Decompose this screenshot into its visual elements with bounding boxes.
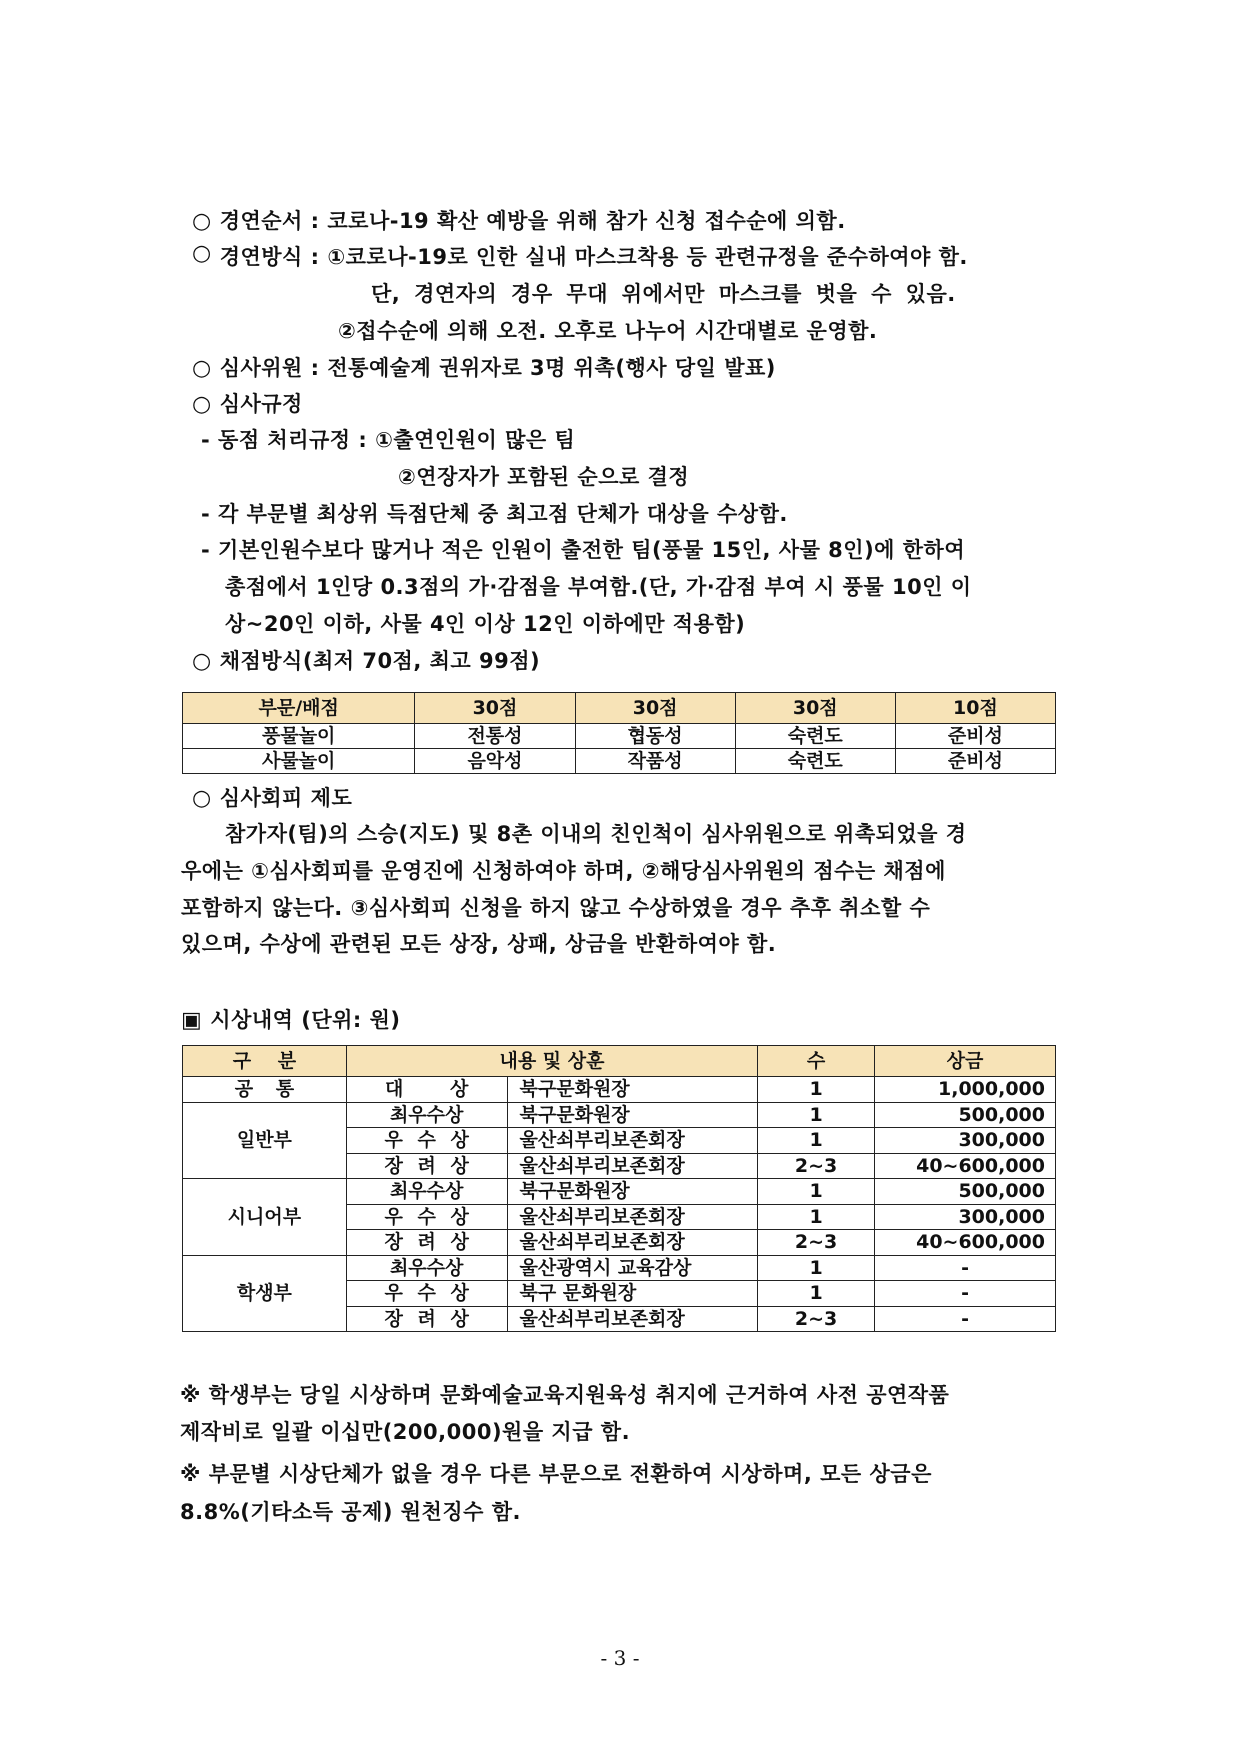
award-by-cell: 울산쇠부리보존회장 bbox=[507, 1128, 758, 1154]
scoring-header-cell: 30점 bbox=[735, 693, 895, 724]
note-2-text-1: ※ 부문별 시상단체가 없을 경우 다른 부문으로 전환하여 시상하며, 모든 상금은 bbox=[180, 1462, 932, 1486]
recusal-text-4: 있으며, 수상에 관련된 모든 상장, 상패, 상금을 반환하여야 함. bbox=[181, 932, 777, 956]
note-2-text-2: 8.8%(기타소득 공제) 원천징수 함. bbox=[180, 1500, 521, 1524]
scoring-cell: 사물놀이 bbox=[183, 749, 415, 774]
award-prize-cell: 300,000 bbox=[875, 1204, 1056, 1230]
rules-grand-line bbox=[201, 498, 788, 528]
award-prize-cell: - bbox=[875, 1281, 1056, 1307]
square-bullet-icon: ▣ bbox=[181, 1008, 203, 1033]
rules-base-text-2: 총점에서 1인당 0.3점의 가·감점을 부여함.(단, 가·감점 부여 시 풍물 10인 이 bbox=[225, 575, 972, 599]
scoring-header-cell: 30점 bbox=[415, 693, 575, 724]
rules-base-line-3 bbox=[225, 608, 745, 638]
award-prize-cell: 300,000 bbox=[875, 1128, 1056, 1154]
awards-title-line bbox=[181, 1004, 401, 1034]
award-count-cell: 1 bbox=[758, 1102, 875, 1128]
table-row bbox=[183, 724, 1056, 749]
group-cell: 학생부 bbox=[183, 1255, 347, 1332]
award-count-cell: 2~3 bbox=[758, 1230, 875, 1256]
award-header-content: 내용 및 상훈 bbox=[346, 1046, 757, 1077]
scoring-title: 채점방식(최저 70점, 최고 99점) bbox=[219, 649, 541, 673]
award-name-cell: 장 려 상 bbox=[346, 1153, 507, 1179]
recusal-title-line bbox=[192, 782, 352, 812]
note-1-text-2: 제작비로 일괄 이십만(200,000)원을 지급 함. bbox=[180, 1420, 631, 1444]
scoring-title-line bbox=[192, 645, 540, 675]
award-count-cell: 1 bbox=[758, 1281, 875, 1307]
rules-tie-line-2 bbox=[398, 461, 689, 491]
scoring-header-cell: 부문/배점 bbox=[183, 693, 415, 724]
judges-line bbox=[192, 352, 776, 382]
bullet-circle-icon: ○ bbox=[192, 209, 212, 234]
award-table bbox=[182, 1045, 1056, 1332]
rules-grand-text: - 각 부문별 최상위 득점단체 중 최고점 단체가 대상을 수상함. bbox=[201, 502, 788, 526]
award-name-cell: 우 수 상 bbox=[346, 1128, 507, 1154]
award-name-cell: 장 려 상 bbox=[346, 1306, 507, 1332]
award-count-cell: 1 bbox=[758, 1204, 875, 1230]
rules-base-text-3: 상~20인 이하, 사물 4인 이상 12인 이하에만 적용함) bbox=[225, 612, 746, 636]
table-row bbox=[183, 1102, 1056, 1128]
bullet-circle-icon: ○ bbox=[192, 786, 212, 811]
scoring-table bbox=[182, 692, 1056, 774]
award-by-cell: 울산쇠부리보존회장 bbox=[507, 1230, 758, 1256]
rules-base-line-1 bbox=[201, 534, 965, 564]
scoring-header-cell: 30점 bbox=[575, 693, 735, 724]
award-name-cell: 최우수상 bbox=[346, 1179, 507, 1205]
note-2-line-2 bbox=[180, 1496, 521, 1526]
award-by-cell: 울산쇠부리보존회장 bbox=[507, 1306, 758, 1332]
award-name-cell: 최우수상 bbox=[346, 1102, 507, 1128]
table-row bbox=[183, 749, 1056, 774]
scoring-header-cell: 10점 bbox=[895, 693, 1055, 724]
awards-title: 시상내역 (단위: 원) bbox=[210, 1008, 401, 1032]
scoring-cell: 풍물놀이 bbox=[183, 724, 415, 749]
award-by-cell: 북구문화원장 bbox=[507, 1102, 758, 1128]
table-row bbox=[183, 1179, 1056, 1205]
bullet-circle-icon: ○ bbox=[192, 649, 212, 674]
award-prize-cell: 1,000,000 bbox=[875, 1077, 1056, 1103]
scoring-header-row bbox=[183, 693, 1056, 724]
recusal-line-3 bbox=[181, 892, 930, 922]
bullet-circle-icon: ○ bbox=[192, 241, 212, 266]
award-header-category: 구 분 bbox=[183, 1046, 347, 1077]
award-count-cell: 2~3 bbox=[758, 1153, 875, 1179]
award-name-cell: 최우수상 bbox=[346, 1255, 507, 1281]
recusal-line-4 bbox=[181, 928, 776, 958]
note-1-line-1 bbox=[180, 1379, 949, 1409]
award-count-cell: 1 bbox=[758, 1255, 875, 1281]
recusal-text-3: 포함하지 않는다. ③심사회피 신청을 하지 않고 수상하였을 경우 추후 취소할 수 bbox=[181, 896, 931, 920]
award-by-cell: 북구문화원장 bbox=[507, 1179, 758, 1205]
recusal-line-2 bbox=[181, 855, 946, 885]
page-number: - 3 - bbox=[600, 1646, 640, 1670]
note-1-line-2 bbox=[180, 1416, 630, 1446]
rules-base-line-2 bbox=[225, 571, 972, 601]
award-name-cell: 우 수 상 bbox=[346, 1204, 507, 1230]
award-header-count: 수 bbox=[758, 1046, 875, 1077]
scoring-cell: 협동성 bbox=[575, 724, 735, 749]
scoring-cell: 음악성 bbox=[415, 749, 575, 774]
award-count-cell: 1 bbox=[758, 1179, 875, 1205]
order-text: 경연순서 : 코로나-19 확산 예방을 위해 참가 신청 접수순에 의함. bbox=[219, 209, 846, 233]
award-prize-cell: - bbox=[875, 1255, 1056, 1281]
award-count-cell: 2~3 bbox=[758, 1306, 875, 1332]
method-line-2 bbox=[371, 278, 956, 308]
method-text-1: 경연방식 : ①코로나-19로 인한 실내 마스크착용 등 관련규정을 준수하여야 함. bbox=[219, 245, 968, 269]
award-name-cell: 대 상 bbox=[346, 1077, 507, 1103]
scoring-cell: 전통성 bbox=[415, 724, 575, 749]
recusal-text-2: 우에는 ①심사회피를 운영진에 신청하여야 하며, ②해당심사위원의 점수는 채점에 bbox=[181, 859, 946, 883]
award-header-row bbox=[183, 1046, 1056, 1077]
award-prize-cell: 40~600,000 bbox=[875, 1230, 1056, 1256]
group-cell: 공 통 bbox=[183, 1077, 347, 1103]
group-cell: 일반부 bbox=[183, 1102, 347, 1179]
recusal-line-1 bbox=[225, 818, 967, 848]
award-by-cell: 북구 문화원장 bbox=[507, 1281, 758, 1307]
method-line-3 bbox=[338, 315, 877, 345]
rules-tie-text-1: - 동점 처리규정 : ①출연인원이 많은 팀 bbox=[201, 428, 576, 452]
award-by-cell: 울산쇠부리보존회장 bbox=[507, 1204, 758, 1230]
order-line bbox=[192, 205, 846, 235]
award-prize-cell: 500,000 bbox=[875, 1102, 1056, 1128]
group-cell: 시니어부 bbox=[183, 1179, 347, 1256]
scoring-cell: 숙련도 bbox=[735, 724, 895, 749]
award-prize-cell: 40~600,000 bbox=[875, 1153, 1056, 1179]
award-name-cell: 우 수 상 bbox=[346, 1281, 507, 1307]
rules-base-text-1: - 기본인원수보다 많거나 적은 인원이 출전한 팀(풍물 15인, 사물 8인)에 한하여 bbox=[201, 538, 966, 562]
scoring-cell: 준비성 bbox=[895, 749, 1055, 774]
method-line-1 bbox=[192, 241, 1062, 271]
bullet-circle-icon: ○ bbox=[192, 356, 212, 381]
award-header-prize: 상금 bbox=[875, 1046, 1056, 1077]
award-by-cell: 북구문화원장 bbox=[507, 1077, 758, 1103]
rules-tie-line-1 bbox=[201, 424, 575, 454]
recusal-text-1: 참가자(팀)의 스승(지도) 및 8촌 이내의 친인척이 심사위원으로 위촉되었을 경 bbox=[225, 822, 967, 846]
rules-title: 심사규정 bbox=[219, 392, 303, 416]
award-prize-cell: 500,000 bbox=[875, 1179, 1056, 1205]
note-2-line-1 bbox=[180, 1458, 932, 1488]
judges-text: 심사위원 : 전통예술계 권위자로 3명 위촉(행사 당일 발표) bbox=[219, 356, 776, 380]
scoring-cell: 작품성 bbox=[575, 749, 735, 774]
method-text-3: ②접수순에 의해 오전. 오후로 나누어 시간대별로 운영함. bbox=[338, 319, 878, 343]
scoring-cell: 준비성 bbox=[895, 724, 1055, 749]
table-row bbox=[183, 1255, 1056, 1281]
rules-tie-text-2: ②연장자가 포함된 순으로 결정 bbox=[398, 465, 690, 489]
award-count-cell: 1 bbox=[758, 1128, 875, 1154]
method-text-2: 단, 경연자의 경우 무대 위에서만 마스크를 벗을 수 있음. bbox=[371, 282, 956, 306]
bullet-circle-icon: ○ bbox=[192, 392, 212, 417]
award-prize-cell: - bbox=[875, 1306, 1056, 1332]
award-by-cell: 울산광역시 교육감상 bbox=[507, 1255, 758, 1281]
award-count-cell: 1 bbox=[758, 1077, 875, 1103]
table-row bbox=[183, 1077, 1056, 1103]
award-by-cell: 울산쇠부리보존회장 bbox=[507, 1153, 758, 1179]
rules-title-line bbox=[192, 388, 303, 418]
recusal-title: 심사회피 제도 bbox=[219, 786, 353, 810]
award-name-cell: 장 려 상 bbox=[346, 1230, 507, 1256]
note-1-text-1: ※ 학생부는 당일 시상하며 문화예술교육지원육성 취지에 근거하여 사전 공연작품 bbox=[180, 1383, 950, 1407]
scoring-cell: 숙련도 bbox=[735, 749, 895, 774]
